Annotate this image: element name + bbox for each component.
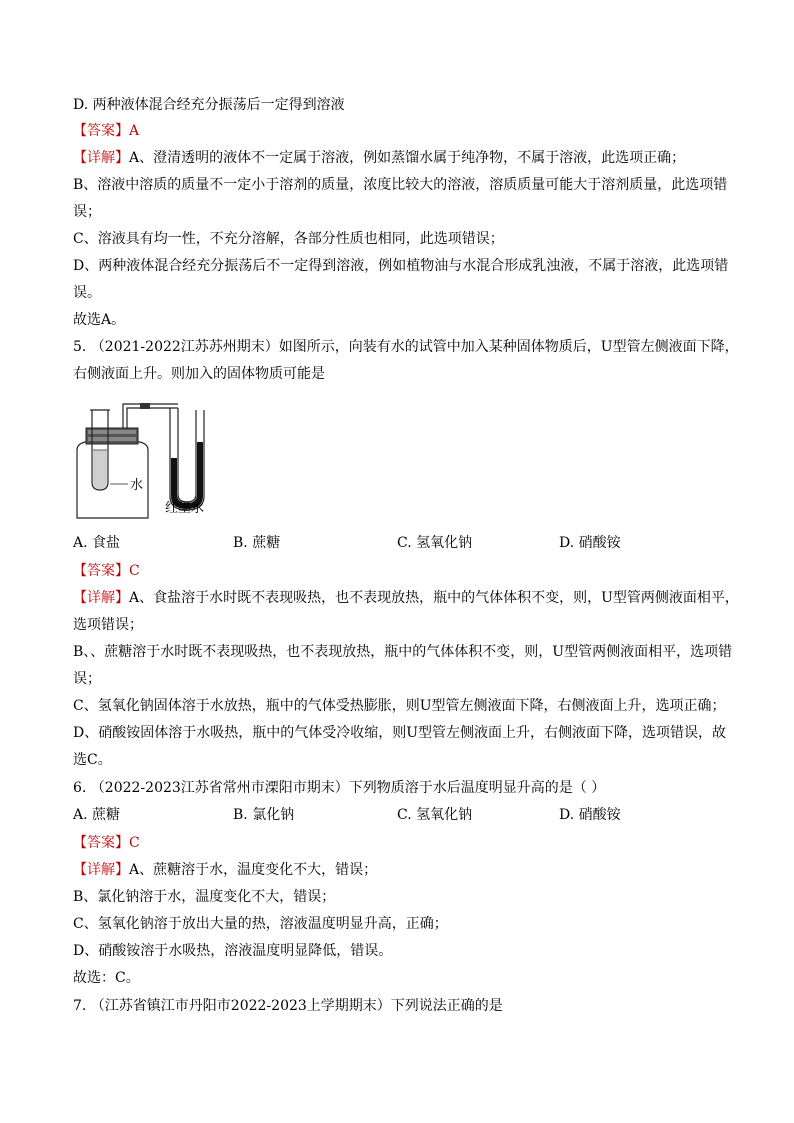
explanation-line: C、氢氧化钠溶于放出大量的热，溶液温度明显升高，正确； bbox=[73, 916, 448, 932]
explanation-line: 【详解】A、食盐溶于水时既不表现吸热，也不表现放热，瓶中的气体体积不变，则，U型管两侧液面相平， bbox=[73, 590, 739, 606]
explanation-line: B、氯化钠溶于水，温度变化不大，错误； bbox=[73, 889, 336, 905]
explanation-line: 【详解】A、澄清透明的液体不一定属于溶液，例如蒸馏水属于纯净物，不属于溶液，此选项正确； bbox=[73, 150, 686, 166]
option-c: C. 氢氧化钠 bbox=[397, 535, 473, 551]
explanation-line: D、硝酸铵固体溶于水吸热，瓶中的气体受冷收缩，则U型管左侧液面上升，右侧液面下降，选项错误，故 bbox=[73, 725, 727, 741]
option-a: A. 食盐 bbox=[73, 535, 121, 551]
conclusion-line: 故选：C。 bbox=[73, 970, 140, 986]
explanation-line: C、氢氧化钠固体溶于水放热，瓶中的气体受热膨胀，则U型管左侧液面下降，右侧液面上升，选项正确； bbox=[73, 698, 726, 714]
u-tube-apparatus-figure bbox=[70, 400, 230, 520]
question-6-options bbox=[73, 805, 723, 825]
explanation-line: D、硝酸铵溶于水吸热，溶液温度明显降低，错误。 bbox=[73, 943, 393, 959]
detail-label: 【详解】 bbox=[73, 150, 129, 166]
option-b: B. 氯化钠 bbox=[233, 807, 295, 823]
question-6-stem: 6. （2022-2023江苏省常州市溧阳市期末）下列物质溶于水后温度明显升高的是（ ） bbox=[73, 780, 606, 796]
option-b: B. 蔗糖 bbox=[233, 535, 281, 551]
detail-label: 【详解】 bbox=[73, 590, 129, 606]
option-d-text: D. 两种液体混合经充分振荡后一定得到溶液 bbox=[73, 97, 345, 113]
question-7-stem: 7. （江苏省镇江市丹阳市2022-2023上学期期末）下列说法正确的是 bbox=[73, 998, 503, 1014]
explanation-line: B、溶液中溶质的质量不一定小于溶剂的质量，浓度比较大的溶液，溶质质量可能大于溶剂质量，此选项错 bbox=[73, 177, 728, 193]
water-label: 水 bbox=[130, 478, 144, 493]
answer-label: 【答案】C bbox=[73, 563, 140, 579]
conclusion-line: 故选A。 bbox=[73, 312, 126, 328]
option-c: C. 氢氧化钠 bbox=[397, 807, 473, 823]
explanation-line: 【详解】A、蔗糖溶于水，温度变化不大，错误； bbox=[73, 862, 378, 878]
question-5-stem: 5. （2021-2022江苏苏州期末）如图所示，向装有水的试管中加入某种固体物质后，U型管左侧液面下降， bbox=[73, 339, 739, 355]
option-d: D. 硝酸铵 bbox=[559, 535, 621, 551]
option-a: A. 蔗糖 bbox=[73, 807, 121, 823]
option-d: D. 硝酸铵 bbox=[559, 807, 621, 823]
explanation-line: C、溶液具有均一性，不充分溶解，各部分性质也相同，此选项错误； bbox=[73, 231, 504, 247]
conclusion-line: 选C。 bbox=[73, 752, 112, 768]
explanation-line: 误。 bbox=[73, 285, 101, 301]
answer-label: 【答案】C bbox=[73, 835, 140, 851]
explanation-line: 误； bbox=[73, 204, 101, 220]
question-5-stem: 右侧液面上升。则加入的固体物质可能是 bbox=[73, 366, 325, 382]
explanation-line: 误； bbox=[73, 671, 101, 687]
explanation-line: D、两种液体混合经充分振荡后不一定得到溶液，例如植物油与水混合形成乳浊液，不属于溶液，此选项错 bbox=[73, 258, 729, 274]
explanation-line: 选项错误； bbox=[73, 617, 143, 633]
question-5-options bbox=[73, 533, 723, 553]
red-ink-label: 红墨水 bbox=[165, 501, 205, 516]
detail-label: 【详解】 bbox=[73, 862, 129, 878]
explanation-line: B、、蔗糖溶于水时既不表现吸热，也不表现放热，瓶中的气体体积不变，则，U型管两侧液面相平，选项错 bbox=[73, 644, 733, 660]
answer-label: 【答案】A bbox=[73, 123, 140, 139]
